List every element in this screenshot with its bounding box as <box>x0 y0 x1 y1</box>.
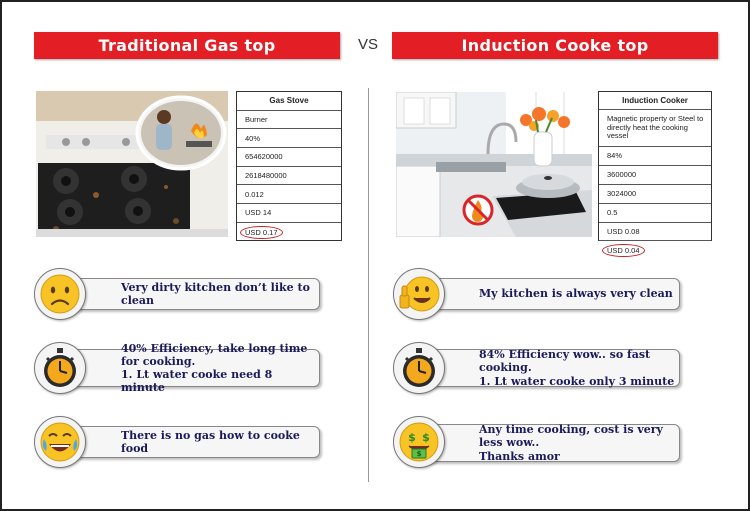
gas-table-row-cost <box>237 223 341 242</box>
gas-cost-highlight: USD 0.17 <box>240 226 283 239</box>
induction-kitchen-photo <box>396 92 592 237</box>
induction-table-row-cost <box>599 241 711 260</box>
induction-point-text: Thanks amor <box>479 449 560 463</box>
gas-table-row: 0.012 <box>237 185 341 204</box>
induction-top-banner: Induction Cooke top <box>392 32 718 59</box>
induction-table-heading: Induction Cooker <box>599 92 711 110</box>
money-face-icon <box>393 416 445 468</box>
induction-table-row: 3024000 <box>599 185 711 204</box>
gas-point-card <box>62 426 320 458</box>
induction-point-text: 84% Efficiency wow.. so fast cooking. <box>479 348 651 375</box>
induction-point-text: 1. Lt water cooke only 3 minute <box>479 374 675 388</box>
gas-stove-spec-table <box>236 91 342 241</box>
induction-table-row: USD 0.08 <box>599 223 711 242</box>
induction-table-row: 84% <box>599 147 711 166</box>
induction-table-row: 0.5 <box>599 204 711 223</box>
sad-face-icon <box>34 268 86 320</box>
induction-table-row: 3600000 <box>599 166 711 185</box>
gas-top-banner: Traditional Gas top <box>34 32 340 59</box>
gas-table-row: USD 14 <box>237 204 341 223</box>
induction-point-card <box>420 349 680 387</box>
thumbs-up-face-icon <box>393 268 445 320</box>
laughing-face-icon <box>34 416 86 468</box>
gas-table-row: 654620000 <box>237 148 341 167</box>
gas-point-card <box>62 278 320 310</box>
stopwatch-icon <box>393 342 445 394</box>
gas-point-text: Very dirty kitchen don’t like to clean <box>121 280 310 307</box>
induction-point-text: Any time cooking, cost is very less wow.. <box>479 423 663 450</box>
svg-text:$: $ <box>416 450 422 458</box>
center-divider <box>368 88 369 482</box>
gas-table-heading: Gas Stove <box>237 92 341 111</box>
gas-point-text: There is no gas how to cooke food <box>121 428 300 455</box>
induction-point-card <box>420 424 680 462</box>
gas-table-row: Burner <box>237 111 341 130</box>
svg-text:$: $ <box>422 431 430 444</box>
gas-table-row: 40% <box>237 129 341 148</box>
stopwatch-icon <box>34 342 86 394</box>
gas-point-text: 40% Efficiency, take long time for cooking. <box>121 341 308 368</box>
induction-cooker-spec-table <box>598 91 712 256</box>
gas-stove-photo <box>36 91 228 237</box>
induction-table-row: Magnetic property or Steel to directly heat the cooking vessel <box>599 110 711 147</box>
gas-point-text: 1. Lt water cooke need 8 minute <box>121 368 273 395</box>
induction-point-card <box>420 278 680 310</box>
gas-point-card <box>62 341 320 395</box>
gas-table-row: 2618480000 <box>237 167 341 186</box>
induction-cost-highlight: USD 0.04 <box>602 244 645 257</box>
induction-point-text: My kitchen is always very clean <box>479 287 673 301</box>
svg-text:$: $ <box>408 431 416 444</box>
versus-label: VS <box>357 36 378 53</box>
